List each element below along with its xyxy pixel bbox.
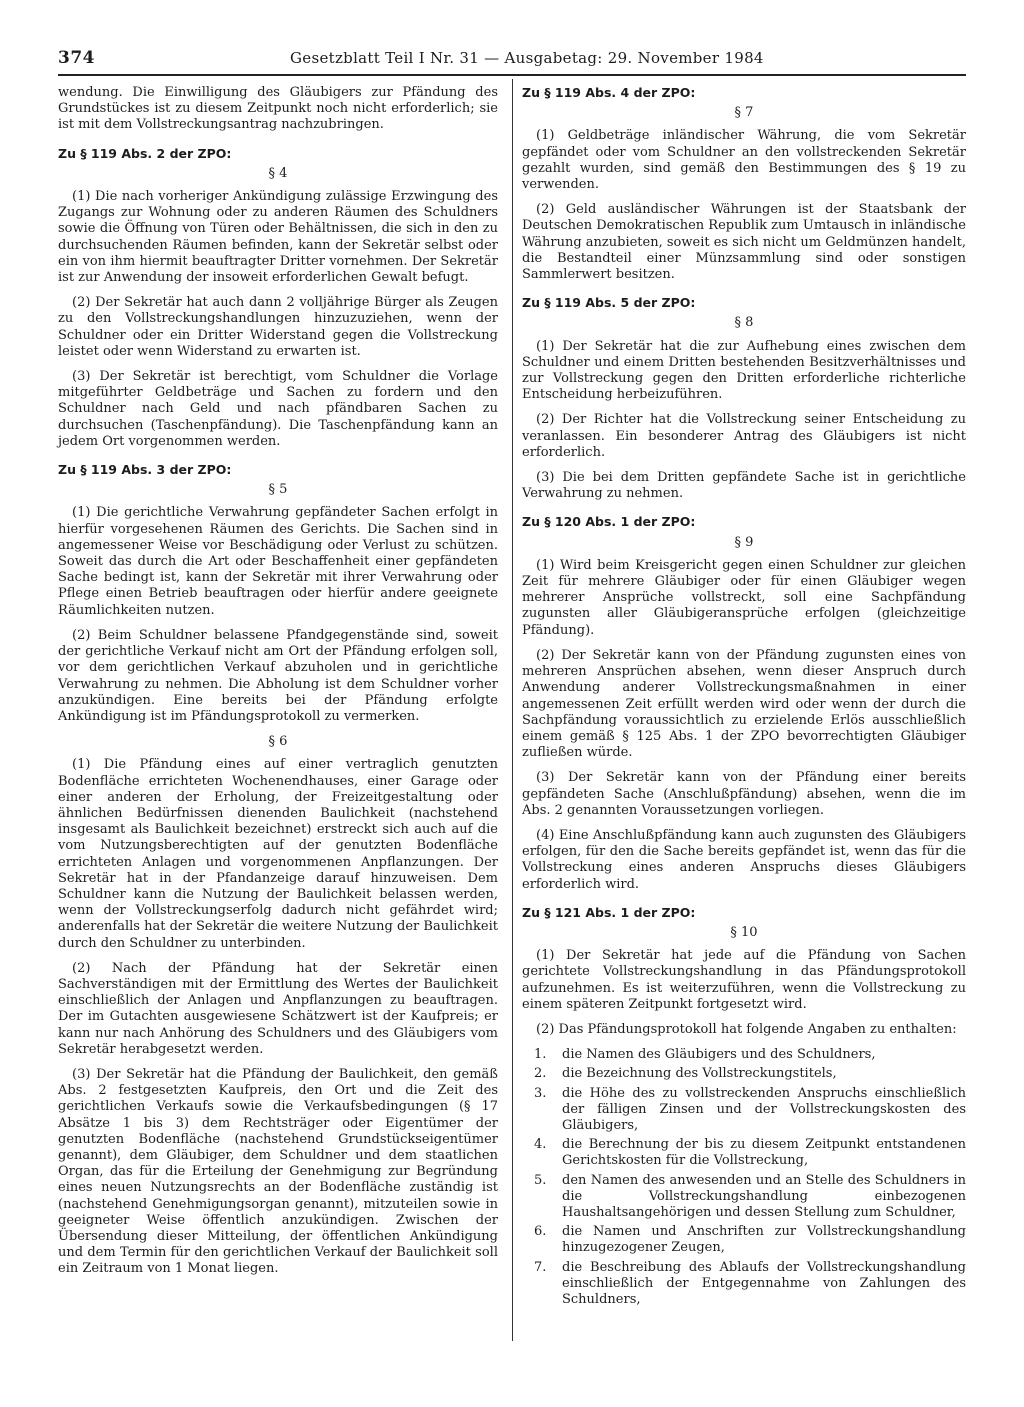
page-header xyxy=(58,48,958,68)
section-number: § 6 xyxy=(268,734,288,750)
protocol-items-list xyxy=(522,1047,966,1308)
section-number: § 9 xyxy=(734,534,754,550)
right-column xyxy=(522,85,966,1311)
list-item-number: 7. xyxy=(534,1259,547,1275)
paragraph: (1) Geldbeträge inländischer Währung, die vom Sekretär gepfändet oder vom Schuldner an den vollstreckenden Sekretär gezahlt wurden, sind gemäß den Bestimmungen des § 19 zu verwenden. xyxy=(522,128,966,193)
list-item xyxy=(522,1047,966,1063)
list-item xyxy=(522,1173,966,1222)
section-heading: Zu § 119 Abs. 4 der ZPO: xyxy=(522,85,696,100)
list-item-number: 5. xyxy=(534,1172,547,1188)
section-number: § 10 xyxy=(730,924,758,940)
section-number: § 8 xyxy=(734,315,754,331)
paragraph: (2) Der Sekretär hat auch dann 2 volljährige Bürger als Zeugen zu den Vollstreckungshandlungen hinzuzuziehen, wenn der Schuldner oder ein Dritter Widerstand gegen die Vollstreckung leistet oder wenn Widerstand zu erwarten ist. xyxy=(58,295,498,359)
paragraph: (1) Wird beim Kreisgericht gegen einen Schuldner zur gleichen Zeit für mehrere Gläubiger oder für einen Gläubiger wegen mehrerer Ansprüche vollstreckt, soll eine Sachpfändung zugunsten aller Gläubigeransprüche erfolgen (gleichzeitige Pfändung). xyxy=(522,557,966,638)
paragraph: (2) Nach der Pfändung hat der Sekretär einen Sachverständigen mit der Ermittlung des Wertes der Baulichkeit einschließlich der Anlagen und Anpflanzungen zu beauftragen. Der im Gutachten ausgewiesene Schätzwert ist der Kaufpreis; er kann nur nach Anhörung des Schuldners und des Gläubigers vom Sekretär herabgesetzt werden. xyxy=(58,960,498,1057)
paragraph: (3) Der Sekretär kann von der Pfändung einer bereits gepfändeten Sache (Anschlußpfändung) absehen, wenn die im Abs. 2 genannten Voraussetzungen vorliegen. xyxy=(522,770,966,818)
column-divider xyxy=(512,79,513,1341)
paragraph: (1) Der Sekretär hat jede auf die Pfändung von Sachen gerichtete Vollstreckungshandlung in das Pfändungsprotokoll aufzunehmen. Es ist weiterzuführen, wenn die Vollstreckung zu einem späteren Zeitpunkt fortgesetzt wird. xyxy=(522,948,966,1012)
list-item-number: 6. xyxy=(534,1224,547,1240)
list-item-text: den Namen des anwesenden und an Stelle des Schuldners in die Vollstreckungshandlung einbezogenen Haushaltsangehörigen und dessen Stellung zum Schuldner, xyxy=(562,1172,966,1220)
section-heading: Zu § 119 Abs. 5 der ZPO: xyxy=(522,295,696,311)
paragraph: (3) Der Sekretär hat die Pfändung der Baulichkeit, den gemäß Abs. 2 festgesetzten Kaufpreis, den Ort und die Zeit des gerichtlichen Verkaufs sowie die Verkaufsbedingungen (§ 17 Absätze 1 bis 3) dem Rechtsträger oder Eigentümer der genutzten Bodenfläche (nachstehend Grundstückseigentümer genannt), dem Gläubiger, dem Schuldner und dem staatlichen Organ, das für die Erteilung der Genehmigung zur Begründung eines neuen Nutzungsrechts an der Bodenfläche zuständig ist (nachstehend Genehmigungsorgan genannt), mitzuteilen sowie in geeigneter Weise öffentlich anzukündigen. Zwischen der Übersendung dieser Mitteilung, der öffentlichen Ankündigung und dem Termin für den gerichtlichen Verkauf der Baulichkeit soll ein Zeitraum von 1 Monat liegen. xyxy=(58,1066,498,1277)
paragraph: (1) Die nach vorheriger Ankündigung zulässige Erzwingung des Zugangs zur Wohnung oder zu anderen Räumen des Schuldners sowie die Öffnung von Türen oder Behältnissen, die sich in den zu durchsuchenden Räumen befinden, kann der Sekretär selbst oder ein von ihm hiermit beauftragter Dritter vornehmen. Der Sekretär ist zur Anwendung der insoweit erforderlichen Gewalt befugt. xyxy=(58,189,498,286)
list-item xyxy=(522,1224,966,1256)
paragraph: (1) Die gerichtliche Verwahrung gepfändeter Sachen erfolgt in hierfür vorgesehenen Räumen des Gerichts. Die Sachen sind in angemessener Weise vor Beschädigung oder Verlust zu schützen. Soweit das durch die Art oder Beschaffenheit einer gepfändeten Sache bedingt ist, kann der Sekretär mit ihrer Verwahrung oder Pflege einen Betrieb beauftragen oder hierfür andere geeignete Räumlichkeiten nutzen. xyxy=(58,505,498,618)
list-item-number: 2. xyxy=(534,1066,547,1082)
list-item-number: 3. xyxy=(534,1085,547,1101)
section-heading: Zu § 120 Abs. 1 der ZPO: xyxy=(522,514,696,530)
list-item-text: die Bezeichnung des Vollstreckungstitels, xyxy=(562,1066,837,1082)
paragraph: (3) Der Sekretär ist berechtigt, vom Schuldner die Vorlage mitgeführter Geldbeträge und Sachen zu fordern und den Schuldner nach Geld und nach pfändbaren Sachen zu durchsuchen (Taschenpfändung). Die Taschenpfändung kann an jedem Ort vorgenommen werden. xyxy=(58,369,498,449)
paragraph: (1) Der Sekretär hat die zur Aufhebung eines zwischen dem Schuldner und einem Dritten bestehenden Besitzverhältnisses und zur Vollstreckung gegen den Dritten erforderliche richterliche Entscheidung herbeizuführen. xyxy=(522,338,966,403)
list-item xyxy=(522,1260,966,1309)
paragraph: (2) Beim Schuldner belassene Pfandgegenstände sind, soweit der gerichtliche Verkauf nicht am Ort der Pfändung erfolgen soll, vor dem gerichtlichen Verkauf abzuholen und in gerichtliche Verwahrung zu nehmen. Die Abholung ist dem Schuldner vorher anzukündigen. Eine bereits bei der Pfändung erfolgte Ankündigung ist im Pfändungsprotokoll zu vermerken. xyxy=(58,627,498,724)
list-item xyxy=(522,1086,966,1135)
header-rule xyxy=(58,74,966,76)
paragraph: (2) Das Pfändungsprotokoll hat folgende Angaben zu enthalten: xyxy=(536,1021,957,1037)
list-item-text: die Namen und Anschriften zur Vollstreckungshandlung hinzugezogener Zeugen, xyxy=(562,1224,966,1256)
list-item-text: die Höhe des zu vollstreckenden Anspruchs einschließlich der fälligen Zinsen und der Vollstreckungskosten des Gläubigers, xyxy=(562,1085,966,1133)
list-item-number: 1. xyxy=(534,1047,547,1063)
paragraph: (2) Der Sekretär kann von der Pfändung zugunsten eines von mehreren Ansprüchen absehen, wenn dieser Anspruch durch Anwendung anderer Vollstreckungsmaßnahmen in einer angemessenen Zeit erfüllt werden wird oder wenn der durch die Sachpfändung voraussichtlich zu erzielende Erlös ausschließlich einem gemäß § 125 Abs. 1 der ZPO bevorrechtigten Gläubiger zufließen würde. xyxy=(522,647,966,761)
list-item-text: die Namen des Gläubigers und des Schuldners, xyxy=(562,1047,876,1063)
list-item xyxy=(522,1137,966,1169)
page-title: Gesetzblatt Teil I Nr. 31 — Ausgabetag: 29. November 1984 xyxy=(290,49,764,67)
paragraph: (2) Geld ausländischer Währungen ist der Staatsbank der Deutschen Demokratischen Republik zum Umtausch in inländische Währung anzubieten, soweit es sich nicht um Geldmünzen handelt, die Bestandteil einer Münzsammlung sind oder sonstigen Sammlerwert besitzen. xyxy=(522,202,966,283)
paragraph: (1) Die Pfändung eines auf einer vertraglich genutzten Bodenfläche errichteten Wochenendhauses, einer Garage oder einer anderen der Erholung, der Freizeitgestaltung oder ähnlichen Bedürfnissen dienenden Baulichkeit (nachstehend insgesamt als Baulichkeit bezeichnet) erstreckt sich auch auf die vom Nutzungsberechtigten auf der genutzten Bodenfläche errichteten Anlagen und vorgenommenen Anpflanzungen. Der Sekretär hat in der Pfandanzeige darauf hinzuweisen. Dem Schuldner kann die Nutzung der Baulichkeit belassen werden, wenn der Vollstreckungserfolg dadurch nicht gefährdet wird; anderenfalls hat der Sekretär die weitere Nutzung der Baulichkeit durch den Schuldner zu unterbinden. xyxy=(58,757,498,951)
paragraph: (2) Der Richter hat die Vollstreckung seiner Entscheidung zu veranlassen. Ein besonderer Antrag des Gläubigers ist nicht erforderlich. xyxy=(522,412,966,460)
section-heading: Zu § 121 Abs. 1 der ZPO: xyxy=(522,904,696,920)
section-number: § 5 xyxy=(268,482,288,498)
section-number: § 4 xyxy=(268,165,288,181)
list-item xyxy=(522,1066,966,1082)
list-item-number: 4. xyxy=(534,1137,547,1153)
section-number: § 7 xyxy=(734,105,754,121)
page-number: 374 xyxy=(58,48,95,68)
paragraph: (3) Die bei dem Dritten gepfändete Sache ist in gerichtliche Verwahrung zu nehmen. xyxy=(522,470,966,502)
paragraph: (4) Eine Anschlußpfändung kann auch zugunsten des Gläubigers erfolgen, für den die Sache bereits gepfändet ist, wenn das für die Vollstreckung eines anderen Anspruchs dieses Gläubigers erforderlich wird. xyxy=(522,827,966,892)
section-heading: Zu § 119 Abs. 3 der ZPO: xyxy=(58,462,232,478)
left-column xyxy=(58,85,498,1287)
list-item-text: die Beschreibung des Ablaufs der Vollstreckungshandlung einschließlich der Entgegennahme von Zahlungen des Schuldners, xyxy=(562,1259,966,1307)
paragraph: wendung. Die Einwilligung des Gläubigers zur Pfändung des Grundstückes ist zu diesem Zeitpunkt noch nicht erforderlich; sie ist mit dem Vollstreckungsantrag nachzubringen. xyxy=(58,85,498,133)
list-item-text: die Berechnung der bis zu diesem Zeitpunkt entstandenen Gerichtskosten für die Vollstreckung, xyxy=(562,1137,966,1169)
section-heading: Zu § 119 Abs. 2 der ZPO: xyxy=(58,145,232,161)
